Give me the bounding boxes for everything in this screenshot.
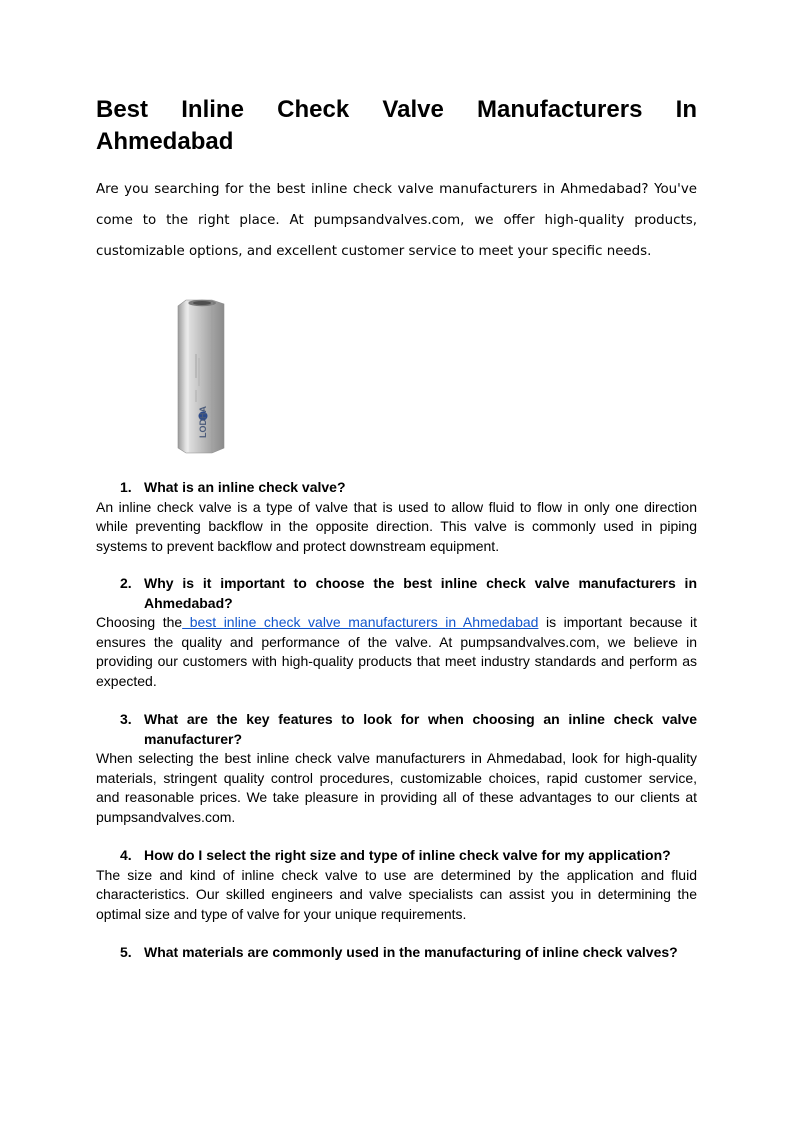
faq-question-text: What is an inline check valve? bbox=[144, 479, 346, 495]
faq-item-3 bbox=[96, 710, 697, 827]
faq-question bbox=[96, 943, 697, 963]
faq-item-1 bbox=[96, 478, 697, 556]
faq-question bbox=[96, 710, 697, 749]
faq-question-text: How do I select the right size and type of inline check valve for my application? bbox=[144, 847, 671, 863]
faq-answer bbox=[96, 613, 697, 691]
faq-answer: The size and kind of inline check valve to use are determined by the application and fluid characteristics. Our skilled engineers and valve specialists can assist you in determining the optimal size and type of valve for your unique requirements. bbox=[96, 866, 697, 922]
faq-question bbox=[96, 846, 697, 866]
faq-item-5 bbox=[96, 943, 697, 963]
faq-answer-text: is important because it ensures the quality and performance of the valve. At pumpsandvalves.com, we believe in providing our customers with high-quality products that meet industry standards and perform as expected. bbox=[96, 614, 697, 689]
faq-answer: When selecting the best inline check valve manufacturers in Ahmedabad, look for high-quality materials, stringent quality control procedures, customizable choices, rapid customer service, and reasonable prices. We take pleasure in providing all of these advantages to our clients at pumpsandvalves.com. bbox=[96, 750, 697, 825]
faq-item-2 bbox=[96, 574, 697, 691]
faq-number: 2. bbox=[120, 575, 132, 591]
page-title: Best Inline Check Valve Manufacturers In Ahmedabad bbox=[96, 96, 697, 155]
faq-item-4 bbox=[96, 846, 697, 924]
faq-number: 3. bbox=[120, 711, 132, 727]
faq-question bbox=[96, 574, 697, 613]
faq-answer-text: Choosing the bbox=[96, 614, 183, 630]
faq-question-text: What are the key features to look for when choosing an inline check valve manufacturer? bbox=[144, 711, 697, 747]
faq-number: 5. bbox=[120, 944, 132, 960]
faq-number: 4. bbox=[120, 847, 132, 863]
inline-check-valve-image bbox=[172, 298, 242, 454]
faq-answer: An inline check valve is a type of valve that is used to allow fluid to flow in only one direction while preventing backflow in the opposite direction. This valve is commonly used in piping systems to prevent backflow and protect downstream equipment. bbox=[96, 498, 697, 554]
valve-illustration bbox=[172, 298, 242, 454]
best-inline-check-valve-link[interactable]: best inline check valve manufacturers in Ahmedabad bbox=[182, 614, 539, 630]
faq-question-text: Why is it important to choose the best inline check valve manufacturers in Ahmedabad? bbox=[144, 575, 697, 611]
faq-question bbox=[96, 478, 697, 498]
faq-question-text: What materials are commonly used in the manufacturing of inline check valves? bbox=[144, 944, 678, 960]
valve-brand-text: LODHA bbox=[198, 406, 208, 438]
intro-paragraph: Are you searching for the best inline check valve manufacturers in Ahmedabad? You've come to the right place. At pumpsandvalves.com, we offer high-quality products, customizable options, and excellent customer service to meet your specific needs. bbox=[96, 182, 697, 259]
faq-number: 1. bbox=[120, 479, 132, 495]
